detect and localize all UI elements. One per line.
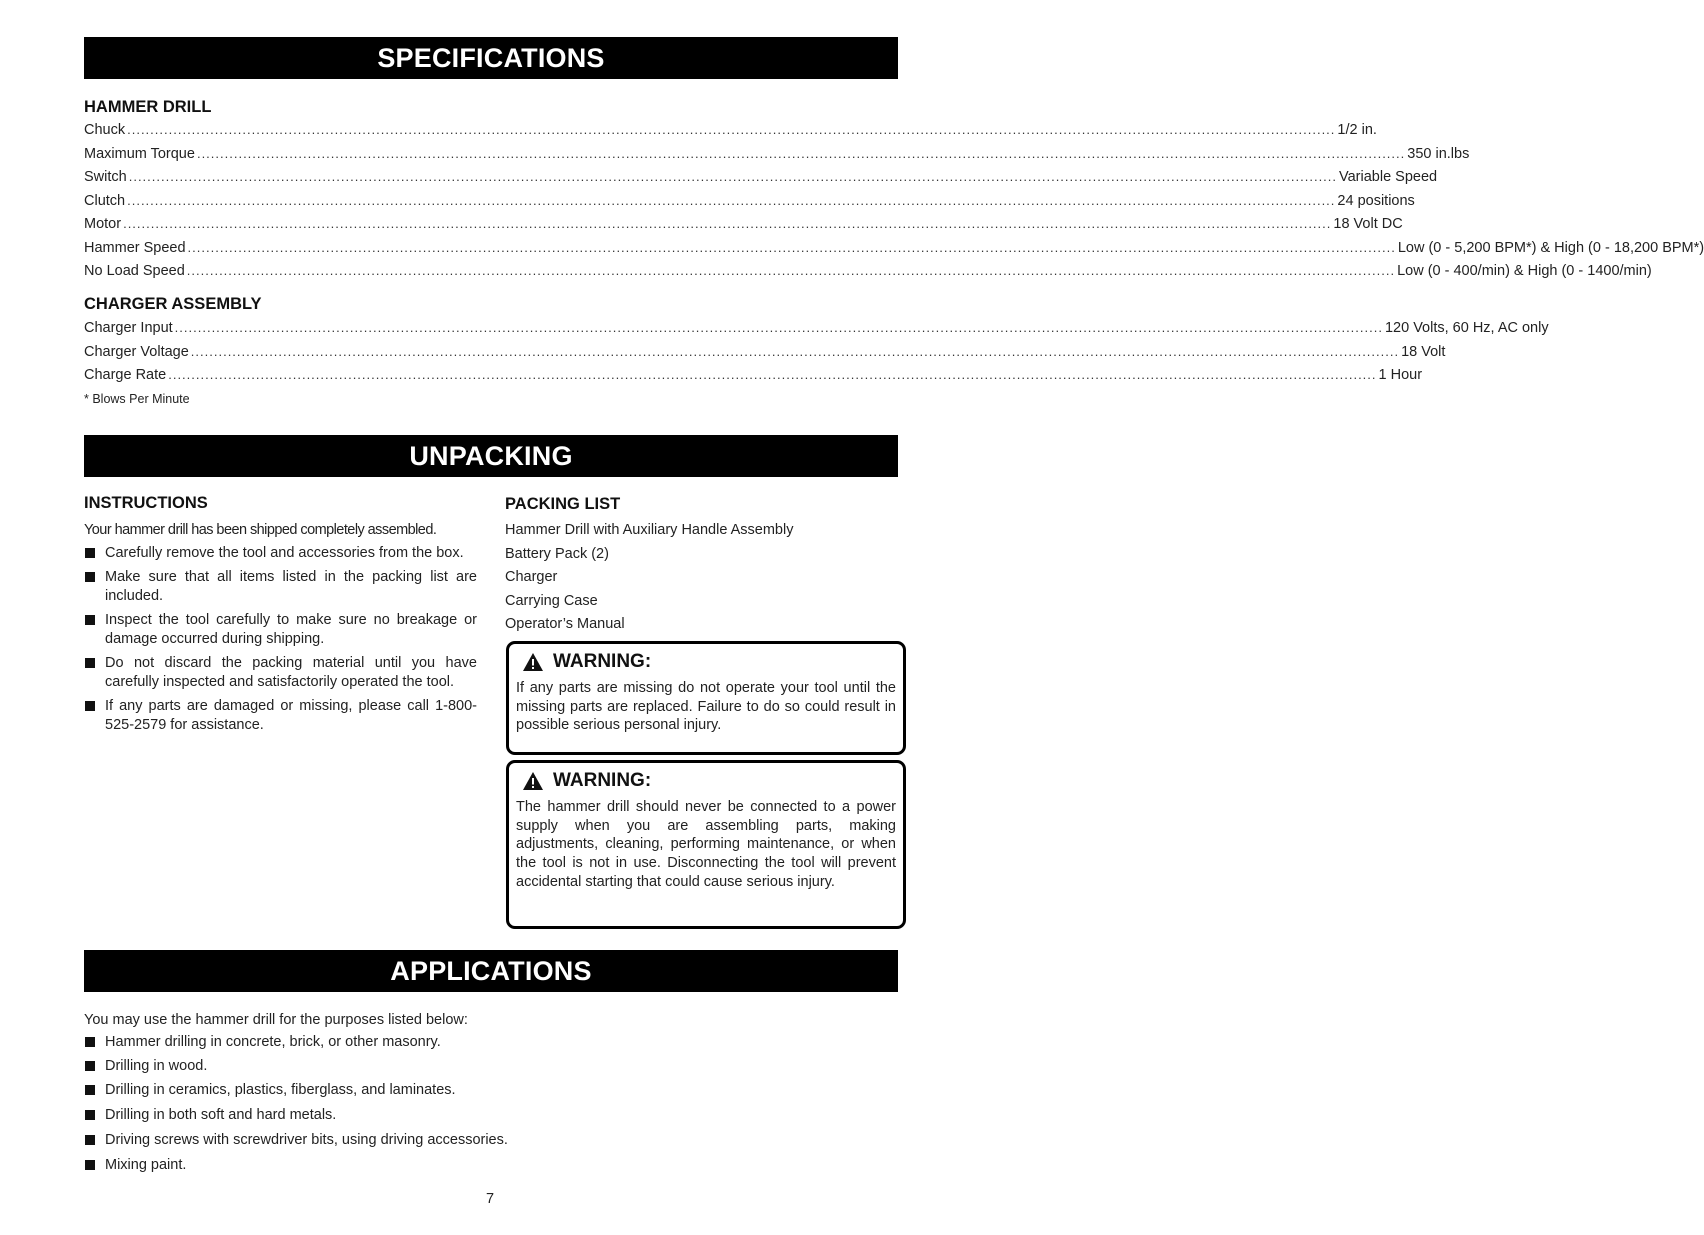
warning-title	[516, 768, 898, 794]
warning-text: The hammer drill should never be connected to a power supply when you are assembling parts, making adjustments, cleaning, performing maintenance, or when the tool is not in use. Disconnecting the tool will prevent accidental starting that could cause serious injury.	[516, 799, 896, 890]
applications-intro: You may use the hammer drill for the purposes listed below:	[84, 1012, 468, 1028]
applications-bullet-list	[84, 1033, 884, 1180]
charger-assembly-heading: CHARGER ASSEMBLY	[84, 295, 262, 313]
warning-triangle-icon	[522, 771, 544, 791]
square-bullet-icon	[85, 1085, 95, 1095]
page-number: 7	[486, 1191, 495, 1207]
list-item: Carrying Case	[505, 592, 598, 609]
packing-list-heading: PACKING LIST	[505, 495, 621, 513]
spec-row	[84, 367, 1423, 391]
spec-row	[84, 145, 1470, 170]
spec-row	[84, 263, 1652, 287]
spec-label: Hammer Speed	[84, 239, 186, 256]
square-bullet-icon	[85, 1037, 95, 1047]
spec-label: Charge Rate	[84, 367, 167, 383]
spec-value: 18 Volt DC	[1333, 216, 1403, 232]
list-item: Charger	[505, 569, 558, 585]
dot-leader: ......................................................................................................................................................................................................................................................................	[123, 216, 1332, 231]
spec-label: Motor	[84, 216, 122, 232]
spec-row	[84, 320, 1549, 344]
spec-label: No Load Speed	[84, 263, 185, 279]
hammer-drill-heading: HAMMER DRILL	[84, 98, 212, 116]
spec-value: Variable Speed	[1339, 169, 1438, 185]
list-item: Hammer Drill with Auxiliary Handle Assembly	[505, 522, 794, 538]
spec-row	[84, 239, 1704, 264]
square-bullet-icon	[85, 1135, 95, 1145]
charger-spec-list	[84, 320, 1549, 391]
square-bullet-icon	[85, 615, 95, 625]
dot-leader: ......................................................................................................................................................................................................................................................................	[174, 320, 1383, 335]
square-bullet-icon	[85, 1110, 95, 1120]
square-bullet-icon	[85, 1061, 95, 1071]
square-bullet-icon	[85, 658, 95, 668]
dot-leader: ......................................................................................................................................................................................................................................................................	[127, 122, 1336, 137]
spec-label: Charger Input	[84, 320, 173, 336]
list-item: Mixing paint.	[84, 1156, 884, 1180]
applications-banner: APPLICATIONS	[84, 950, 898, 992]
list-item: Do not discard the packing material until you have carefully inspected and satisfactorily operated the tool.	[84, 654, 477, 692]
spec-row	[84, 122, 1377, 146]
spec-value: 350 in.lbs	[1407, 145, 1470, 162]
spec-label: Maximum Torque	[84, 145, 195, 162]
spec-label: Chuck	[84, 122, 126, 138]
dot-leader: ......................................................................................................................................................................................................................................................................	[190, 343, 1400, 359]
specifications-banner: SPECIFICATIONS	[84, 37, 898, 79]
instructions-heading: INSTRUCTIONS	[84, 494, 208, 512]
dot-leader: ......................................................................................................................................................................................................................................................................	[187, 239, 1396, 255]
dot-leader: ......................................................................................................................................................................................................................................................................	[196, 145, 1406, 161]
square-bullet-icon	[85, 1160, 95, 1170]
list-item: Operator’s Manual	[505, 616, 625, 632]
spec-value: 1/2 in.	[1337, 122, 1377, 138]
spec-value: Low (0 - 400/min) & High (0 - 1400/min)	[1397, 263, 1652, 279]
list-item: Hammer drilling in concrete, brick, or other masonry.	[84, 1033, 884, 1057]
list-item: Carefully remove the tool and accessories from the box.	[84, 544, 477, 563]
dot-leader: ......................................................................................................................................................................................................................................................................	[168, 367, 1377, 382]
square-bullet-icon	[85, 548, 95, 558]
spec-label: Switch	[84, 169, 127, 185]
dot-leader: ......................................................................................................................................................................................................................................................................	[127, 192, 1336, 208]
list-item: Drilling in wood.	[84, 1057, 884, 1081]
warning-text: If any parts are missing do not operate your tool until the missing parts are replaced. Failure to do so could result in possible serious personal injury.	[516, 680, 896, 734]
packing-list	[505, 520, 895, 638]
warning-label: WARNING:	[553, 651, 652, 672]
spec-value: 1 Hour	[1378, 367, 1423, 383]
hammer-drill-spec-list	[84, 122, 1704, 287]
instructions-intro: Your hammer drill has been shipped completely assembled.	[84, 522, 437, 538]
warning-box-power-supply	[506, 760, 906, 929]
spec-row	[84, 192, 1415, 217]
list-item: Drilling in both soft and hard metals.	[84, 1106, 884, 1131]
footnote: * Blows Per Minute	[84, 392, 190, 406]
spec-row	[84, 216, 1403, 240]
spec-value: 120 Volts, 60 Hz, AC only	[1384, 320, 1549, 336]
spec-row	[84, 169, 1438, 193]
spec-row	[84, 343, 1446, 368]
warning-label: WARNING:	[553, 770, 652, 791]
square-bullet-icon	[85, 572, 95, 582]
list-item: Make sure that all items listed in the packing list are included.	[84, 568, 477, 606]
list-item: Driving screws with screwdriver bits, using driving accessories.	[84, 1131, 884, 1156]
warning-box-missing-parts	[506, 641, 906, 755]
list-item: If any parts are damaged or missing, please call 1-800-525-2579 for assistance.	[84, 697, 477, 735]
dot-leader: ......................................................................................................................................................................................................................................................................	[186, 263, 1396, 278]
unpacking-banner: UNPACKING	[84, 435, 898, 477]
spec-label: Charger Voltage	[84, 343, 189, 360]
warning-triangle-icon	[522, 652, 544, 672]
instructions-bullet-list	[84, 544, 477, 735]
list-item: Battery Pack (2)	[505, 545, 609, 562]
dot-leader: ......................................................................................................................................................................................................................................................................	[128, 169, 1338, 184]
list-item: Inspect the tool carefully to make sure no breakage or damage occurred during shipping.	[84, 611, 477, 649]
list-item: Drilling in ceramics, plastics, fiberglass, and laminates.	[84, 1081, 884, 1106]
spec-value: Low (0 - 5,200 BPM*) & High (0 - 18,200 BPM*)	[1397, 239, 1704, 256]
spec-value: 18 Volt	[1401, 343, 1446, 360]
spec-label: Clutch	[84, 192, 126, 209]
spec-value: 24 positions	[1337, 192, 1415, 209]
square-bullet-icon	[85, 701, 95, 711]
warning-title	[516, 649, 898, 675]
